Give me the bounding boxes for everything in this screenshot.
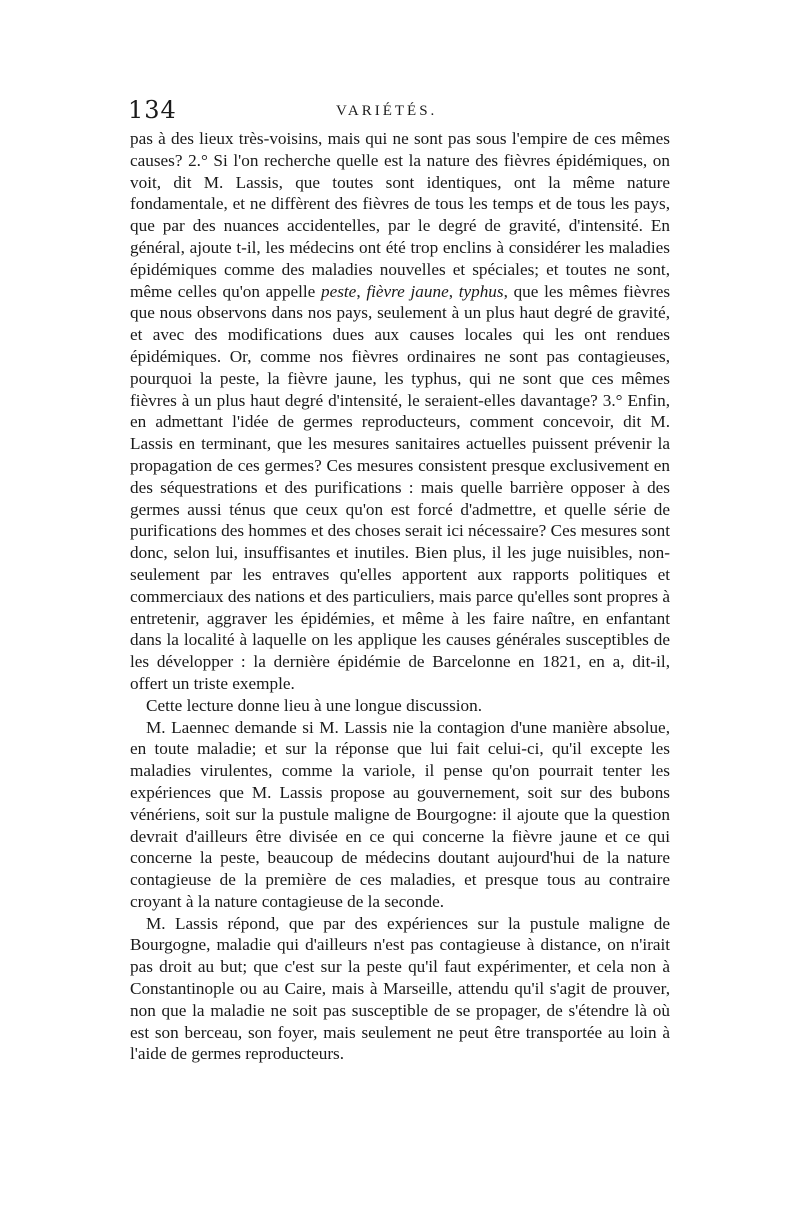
- text-segment: M. Laennec demande si M. Lassis nie la contagion d'une manière absolue, en toute maladie; et sur la réponse que lui fait celui-ci, qu'il excepte les maladies virulentes, comme la variole, il pense qu'on pourrait tenter les expériences que M. Lassis propose au gouvernement, soit sur des bubons vénériens, soit sur la pustule maligne de Bourgogne: il ajoute que la question devrait d'ailleurs être divisée en ce qui concerne la fièvre jaune et ce qui concerne la peste, beaucoup de médecins doutant aujourd'hui de la nature contagieuse de la première de ces maladies, et presque tous au contraire croyant à la nature contagieuse de la seconde.: [130, 717, 670, 911]
- text-segment: ,: [356, 281, 367, 301]
- paragraph-lassis-reply: [130, 913, 670, 1066]
- page-number: 134: [128, 96, 177, 124]
- text-segment-italic: fièvre jaune: [366, 281, 449, 301]
- text-segment: M. Lassis répond, que par des expériences sur la pustule maligne de Bourgogne, maladie qui d'ailleurs n'est pas contagieuse à distance, on n'irait pas droit au but; que c'est sur la peste qu'il faut expérimenter, et cela non à Constantinople ou au Caire, mais à Marseille, attendu qu'il s'agit de prouver, non que la maladie ne soit pas susceptible de se propager, de s'étendre là où est son berceau, son foyer, mais seulement ne peut être transportée au loin à l'aide de germes reproducteurs.: [130, 913, 670, 1064]
- paragraph-lassis-argument: [130, 128, 670, 695]
- body-text: [130, 128, 670, 1065]
- paragraph-discussion: [130, 695, 670, 717]
- text-segment-italic: peste: [321, 281, 357, 301]
- text-segment: Cette lecture donne lieu à une longue discussion.: [146, 695, 483, 715]
- text-segment: , que les mêmes fièvres que nous observons dans nos pays, seulement à un plus haut degré de gravité, et avec des modifications dues aux causes locales qui les ont rendues épidémiques. Or, comme nos fièvres ordinaires ne sont pas contagieuses, pourquoi la peste, la fièvre jaune, les typhus, qui ne sont que ces mêmes fièvres à un plus haut degré d'intensité, le seraient-elles davantage? 3.° Enfin, en admettant l'idée de germes reproducteurs, comment concevoir, dit M. Lassis en terminant, que les mesures sanitaires actuelles puissent prévenir la propagation de ces germes? Ces mesures consistent presque exclusivement en des séquestrations et des purifications : mais quelle barrière opposer à des germes aussi ténus que ceux qu'on est forcé d'admettre, et quelle série de purifications des hommes et des choses serait ici nécessaire? Ces mesures sont donc, selon lui, insuffisantes et inutiles. Bien plus, il les juge nuisibles, non-seulement par les entraves qu'elles apportent aux rapports politiques et commerciaux des nations et des particuliers, mais parce qu'elles sont propres à entretenir, aggraver les épidémies, et même à les faire naître, en enfantant dans la localité à laquelle on les applique les causes générales susceptibles de les développer : la dernière épidémie de Barcelonne en 1821, en a, dit-il, offert un triste exemple.: [130, 281, 671, 693]
- paragraph-laennec: [130, 717, 670, 913]
- page-header: [128, 96, 674, 130]
- text-segment: ,: [448, 281, 459, 301]
- text-segment-italic: typhus: [458, 281, 504, 301]
- text-segment: pas à des lieux très-voisins, mais qui ne sont pas sous l'empire de ces mêmes causes? 2.° Si l'on recherche quelle est la nature des fièvres épidémiques, on voit, dit M. Lassis, que toutes sont identiques, ont la même nature fondamentale, et ne diffèrent des fièvres de tous les temps et de tous les pays, que par des nuances accidentelles, par le degré de gravité, d'intensité. En général, ajoute t-il, les médecins ont été trop enclins à considérer les maladies épidémiques comme des maladies nouvelles et spéciales; et toutes ne sont, même celles qu'on appelle: [130, 129, 670, 301]
- running-title: VARIÉTÉS.: [336, 103, 438, 119]
